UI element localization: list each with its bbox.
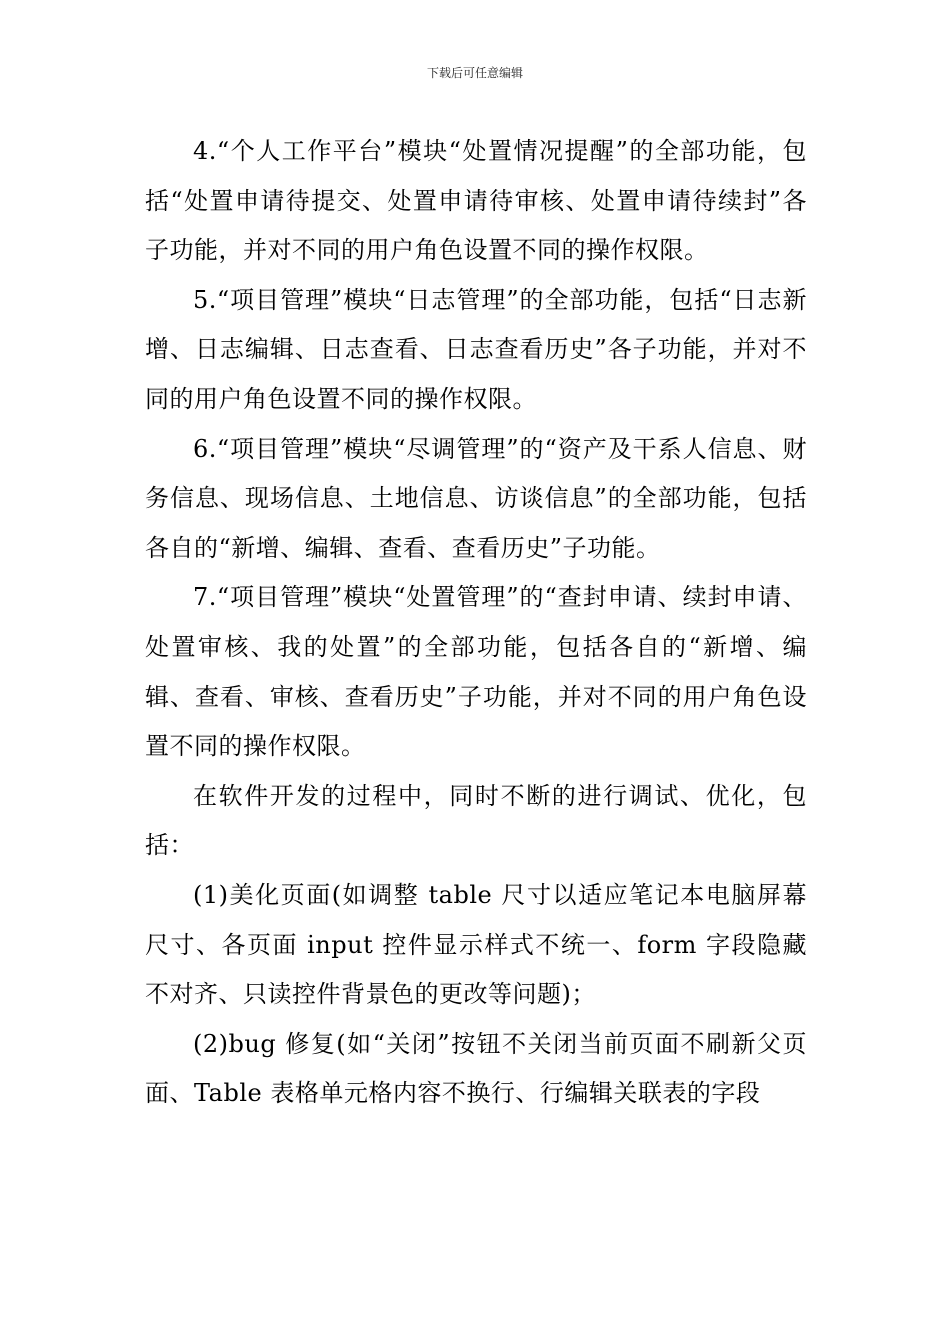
paragraph-item-4: 4.“个人工作平台”模块“处置情况提醒”的全部功能，包括“处置申请待提交、处置申请待审核、处置申请待续封”各子功能，并对不同的用户角色设置不同的操作权限。 (145, 137, 807, 265)
paragraph-bug-fixes: (2)bug 修复(如“关闭”按钮不关闭当前页面不刷新父页面、Table 表格单元格内容不换行、行编辑关联表的字段 (145, 1029, 807, 1108)
paragraph-beautify-pages: (1)美化页面(如调整 table 尺寸以适应笔记本电脑屏幕尺寸、各页面 input 控件显示样式不统一、form 字段隐藏不对齐、只读控件背景色的更改等问题)； (145, 880, 807, 1009)
document-body (145, 127, 807, 1119)
paragraph-item-7: 7.“项目管理”模块“处置管理”的“查封申请、续封申请、处置审核、我的处置”的全部功能，包括各自的“新增、编辑、查看、审核、查看历史”子功能，并对不同的用户角色设置不同的操作权限。 (145, 583, 807, 761)
paragraph-debug-intro: 在软件开发的过程中，同时不断的进行调试、优化，包括： (145, 781, 807, 860)
page-header: 下载后可任意编辑 (426, 66, 523, 80)
paragraph-item-6: 6.“项目管理”模块“尽调管理”的“资产及干系人信息、财务信息、现场信息、土地信息、访谈信息”的全部功能，包括各自的“新增、编辑、查看、查看历史”子功能。 (145, 434, 807, 562)
paragraph-item-5: 5.“项目管理”模块“日志管理”的全部功能，包括“日志新增、日志编辑、日志查看、日志查看历史”各子功能，并对不同的用户角色设置不同的操作权限。 (145, 285, 807, 413)
